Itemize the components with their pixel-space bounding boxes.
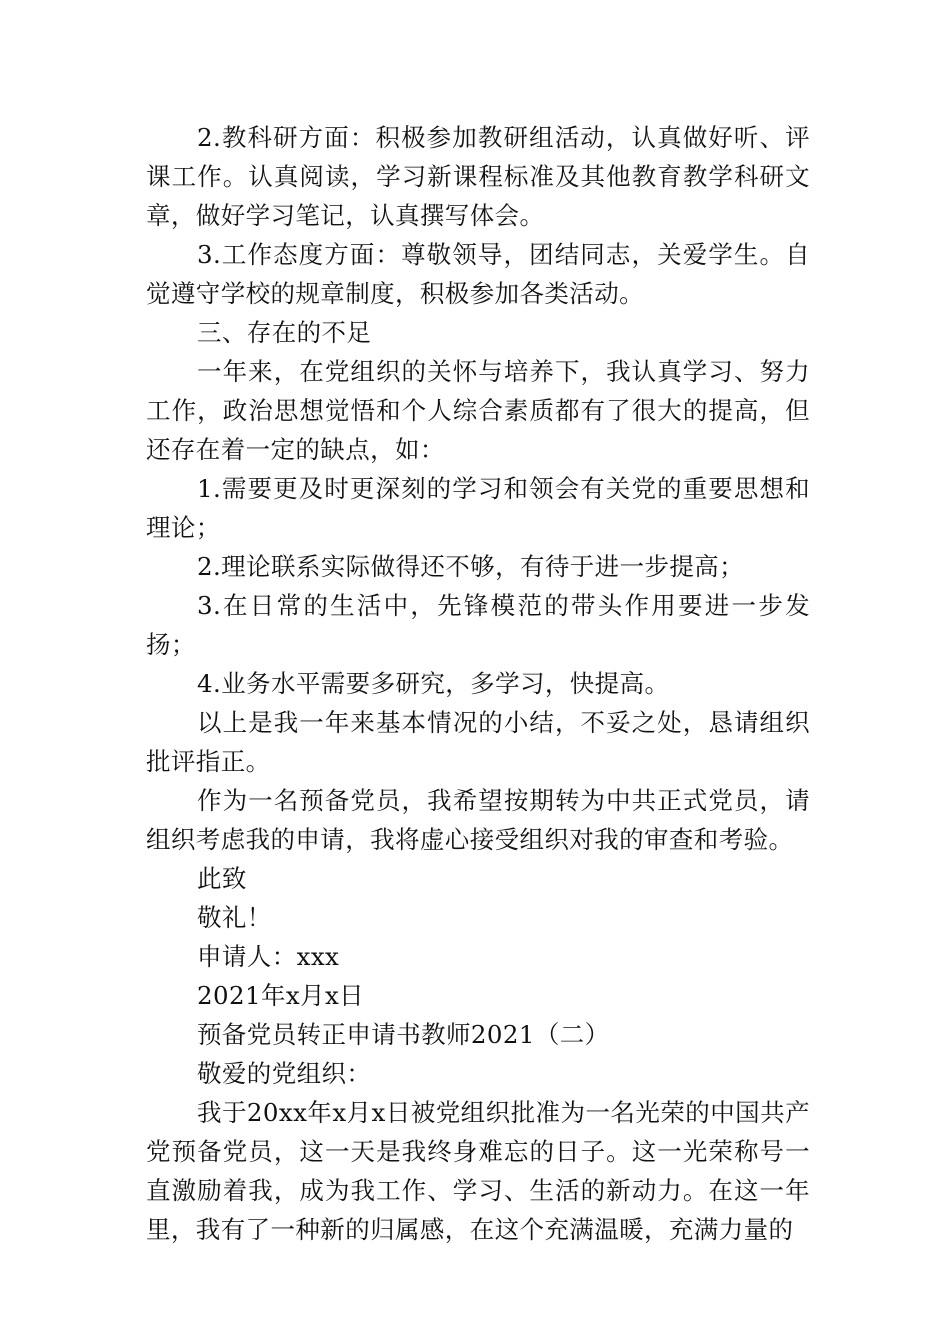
list-item-3: 3.在日常的生活中，先锋模范的带头作用要进一步发扬；	[146, 591, 810, 659]
section-heading-shortcomings: 三、存在的不足	[197, 318, 372, 347]
section-title-two: 预备党员转正申请书教师2021（二）	[197, 1020, 610, 1049]
closing-salutation: 此致	[197, 864, 247, 893]
list-item-2: 2.理论联系实际做得还不够，有待于进一步提高；	[197, 552, 745, 581]
paragraph-research: 2.教科研方面：积极参加教研组活动，认真做好听、评课工作。认真阅读，学习新课程标准及其他教育教学科研文章，做好学习笔记，认真撰写体会。	[146, 123, 810, 230]
list-item-1: 1.需要更及时更深刻的学习和领会有关党的重要思想和理论；	[146, 474, 810, 542]
list-item-4: 4.业务水平需要多研究，多学习，快提高。	[197, 669, 670, 698]
closing-regards: 敬礼！	[197, 903, 272, 932]
paragraph-shortcomings-intro: 一年来，在党组织的关怀与培养下，我认真学习、努力工作，政治思想觉悟和个人综合素质都有了很大的提高，但还存在着一定的缺点，如：	[146, 357, 810, 464]
applicant-line: 申请人：xxx	[197, 942, 340, 971]
paragraph-attitude: 3.工作态度方面：尊敬领导，团结同志，关爱学生。自觉遵守学校的规章制度，积极参加各类活动。	[146, 240, 810, 308]
document-body	[146, 118, 810, 1249]
paragraph-request: 作为一名预备党员，我希望按期转为中共正式党员，请组织考虑我的申请，我将虚心接受组织对我的审查和考验。	[146, 786, 810, 854]
date-line: 2021年x月x日	[197, 981, 365, 1010]
greeting-line: 敬爱的党组织：	[197, 1059, 372, 1088]
paragraph-summary: 以上是我一年来基本情况的小结，不妥之处，恳请组织批评指正。	[146, 708, 810, 776]
paragraph-opening: 我于20xx年x月x日被党组织批准为一名光荣的中国共产党预备党员，这一天是我终身难忘的日子。这一光荣称号一直激励着我，成为我工作、学习、生活的新动力。在这一年里，我有了一种新的归属感，在这个充满温暖，充满力量的	[146, 1098, 810, 1244]
